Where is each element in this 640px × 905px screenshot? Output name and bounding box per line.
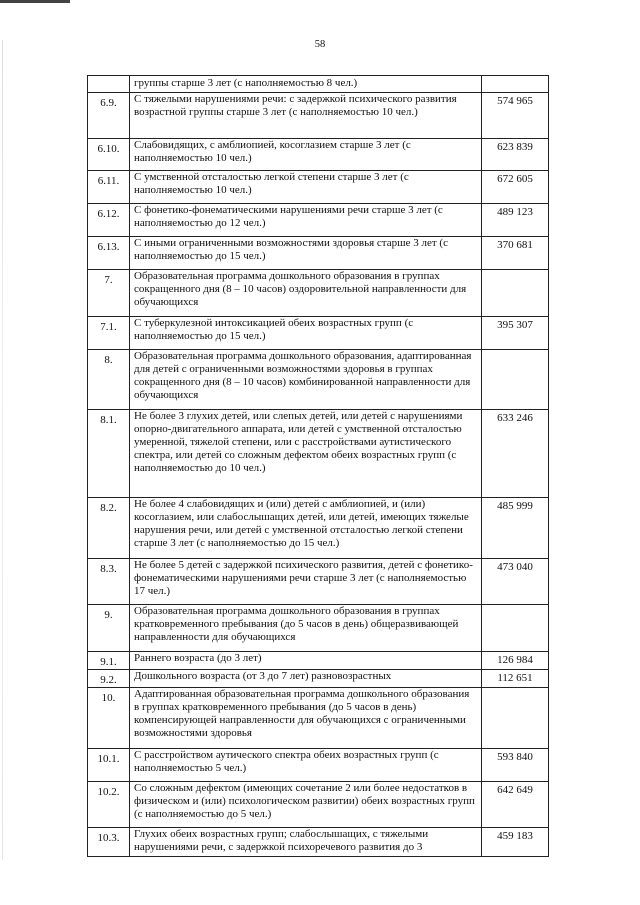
row-number: 10.1. — [88, 749, 130, 782]
row-description: Образовательная программа дошкольного образования, адаптированная для детей с ограниченными возможностями здоровья в группах сокращенного дня (8 – 10 часов) комбинированной направленности для обучающихся — [130, 350, 482, 410]
row-cost-value — [482, 270, 549, 317]
table-row — [88, 410, 549, 498]
row-description: С туберкулезной интоксикацией обеих возрастных групп (с наполняемостью до 15 чел.) — [130, 317, 482, 350]
table-row — [88, 749, 549, 782]
program-cost-table — [87, 75, 549, 857]
table-row — [88, 171, 549, 204]
row-cost-value: 112 651 — [482, 670, 549, 688]
row-cost-value: 593 840 — [482, 749, 549, 782]
page-number: 58 — [314, 39, 326, 50]
row-number: 9.2. — [88, 670, 130, 688]
row-cost-value: 459 183 — [482, 828, 549, 857]
row-description: группы старше 3 лет (с наполняемостью 8 чел.) — [130, 76, 482, 93]
row-description: Не более 3 глухих детей, или слепых детей, или детей с нарушениями опорно-двигательного аппарата, или детей с умственной отсталостью умеренной, тяжелой степени, или с расстройствами аутистического спектра, или детей со сложным дефектом обеих возрастных групп (с наполняемостью до 10 чел.) — [130, 410, 482, 498]
row-description: Дошкольного возраста (от 3 до 7 лет) разновозрастных — [130, 670, 482, 688]
row-cost-value — [482, 605, 549, 652]
row-description: С фонетико-фонематическими нарушениями речи старше 3 лет (с наполняемостью до 12 чел.) — [130, 204, 482, 237]
row-cost-value: 489 123 — [482, 204, 549, 237]
table-row — [88, 498, 549, 559]
table-row — [88, 237, 549, 270]
table-row — [88, 782, 549, 828]
scan-artifact — [0, 0, 70, 3]
row-description: Не более 5 детей с задержкой психического развития, детей с фонетико-фонематическими нарушениями речи старше 3 лет (с наполняемостью 17 чел.) — [130, 559, 482, 605]
row-cost-value — [482, 350, 549, 410]
row-cost-value: 642 649 — [482, 782, 549, 828]
row-description: С иными ограниченными возможностями здоровья старше 3 лет (с наполняемостью до 15 чел.) — [130, 237, 482, 270]
row-number: 9. — [88, 605, 130, 652]
row-cost-value: 473 040 — [482, 559, 549, 605]
row-cost-value: 623 839 — [482, 139, 549, 171]
row-number: 10. — [88, 688, 130, 749]
row-cost-value: 485 999 — [482, 498, 549, 559]
row-description: С умственной отсталостью легкой степени старше 3 лет (с наполняемостью 10 чел.) — [130, 171, 482, 204]
row-number: 10.2. — [88, 782, 130, 828]
table-row — [88, 559, 549, 605]
table-row — [88, 317, 549, 350]
row-number: 7.1. — [88, 317, 130, 350]
row-number: 6.13. — [88, 237, 130, 270]
row-description: Слабовидящих, с амблиопией, косоглазием старше 3 лет (с наполняемостью 10 чел.) — [130, 139, 482, 171]
table-row — [88, 204, 549, 237]
row-number: 8. — [88, 350, 130, 410]
table-row — [88, 605, 549, 652]
table-row — [88, 270, 549, 317]
row-number: 8.2. — [88, 498, 130, 559]
row-description: С расстройством аутического спектра обеих возрастных групп (с наполняемостью 5 чел.) — [130, 749, 482, 782]
table-row — [88, 828, 549, 857]
row-number: 6.11. — [88, 171, 130, 204]
row-cost-value: 126 984 — [482, 652, 549, 670]
row-description: С тяжелыми нарушениями речи: с задержкой психического развития возрастной группы старше 3 лет (с наполняемостью 10 чел.) — [130, 93, 482, 139]
row-cost-value: 633 246 — [482, 410, 549, 498]
row-number: 6.10. — [88, 139, 130, 171]
row-number: 7. — [88, 270, 130, 317]
row-description: Со сложным дефектом (имеющих сочетание 2 или более недостатков в физическом и (или) психологическом развитии) обеих возрастных групп (с наполняемостью до 5 чел.) — [130, 782, 482, 828]
row-cost-value: 395 307 — [482, 317, 549, 350]
scan-edge — [2, 40, 3, 860]
row-number — [88, 76, 130, 93]
table-row — [88, 670, 549, 688]
row-number: 6.12. — [88, 204, 130, 237]
row-cost-value — [482, 688, 549, 749]
row-cost-value: 574 965 — [482, 93, 549, 139]
row-number: 10.3. — [88, 828, 130, 857]
row-description: Раннего возраста (до 3 лет) — [130, 652, 482, 670]
row-cost-value — [482, 76, 549, 93]
row-description: Образовательная программа дошкольного образования в группах кратковременного пребывания (до 5 часов в день) общеразвивающей направленности для обучающихся — [130, 605, 482, 652]
row-number: 9.1. — [88, 652, 130, 670]
row-number: 6.9. — [88, 93, 130, 139]
table-row — [88, 139, 549, 171]
table-row — [88, 652, 549, 670]
row-description: Образовательная программа дошкольного образования в группах сокращенного дня (8 – 10 часов) оздоровительной направленности для обучающихся — [130, 270, 482, 317]
row-description: Глухих обеих возрастных групп; слабослышащих, с тяжелыми нарушениями речи, с задержкой психоречевого развития до 3 — [130, 828, 482, 857]
row-description: Не более 4 слабовидящих и (или) детей с амблиопией, и (или) косоглазием, или слабослышащих детей, или детей, имеющих тяжелые нарушения речи, или детей с умственной отсталостью легкой степени старше 3 лет (с наполняемостью до 15 чел.) — [130, 498, 482, 559]
row-cost-value: 672 605 — [482, 171, 549, 204]
table-row — [88, 350, 549, 410]
table-row — [88, 688, 549, 749]
row-description: Адаптированная образовательная программа дошкольного образования в группах кратковременного пребывания (до 5 часов в день) компенсирующей направленности для обучающихся с ограниченными возможностями здоровья — [130, 688, 482, 749]
table-row — [88, 76, 549, 93]
table-row — [88, 93, 549, 139]
row-number: 8.1. — [88, 410, 130, 498]
row-number: 8.3. — [88, 559, 130, 605]
row-cost-value: 370 681 — [482, 237, 549, 270]
